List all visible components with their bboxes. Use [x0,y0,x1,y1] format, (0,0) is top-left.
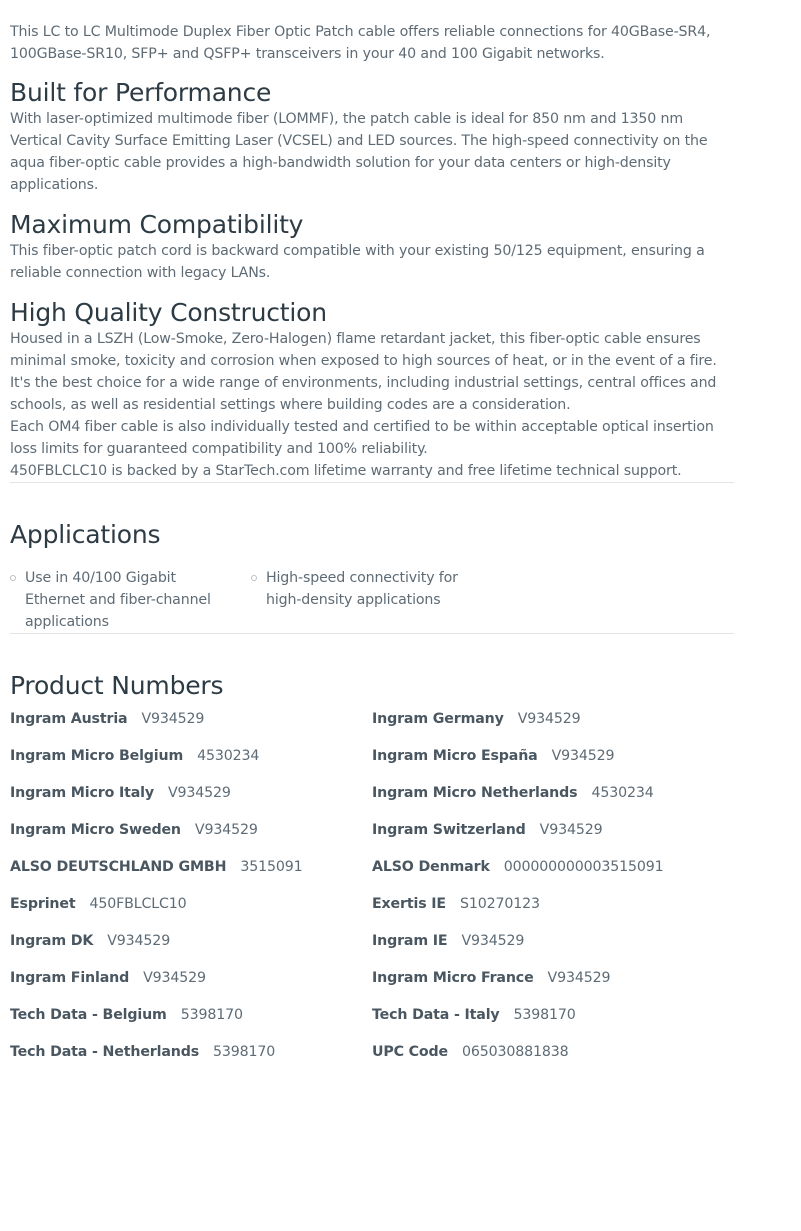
heading-performance: Built for Performance [10,78,272,107]
distributor-label: Ingram Micro Italy [10,785,154,801]
distributor-label: Esprinet [10,896,76,912]
distributor-label: Ingram Austria [10,711,128,727]
product-number-value: V934529 [517,711,581,727]
intro-paragraph: This LC to LC Multimode Duplex Fiber Optic Patch cable offers reliable connections for 40GBase-SR4, 100GBase-SR10, SFP+ and QSFP+ transceivers in your 40 and 100 Gigabit networks. [10,24,711,62]
distributor-label: Exertis IE [372,896,446,912]
product-number-value: 4530234 [197,748,260,764]
warranty-paragraph: 450FBLCLC10 is backed by a StarTech.com lifetime warranty and free lifetime technical support. [10,463,682,479]
applications-list [10,567,734,633]
product-number-value: V934529 [551,748,615,764]
product-number-value: V934529 [461,933,525,949]
product-number-value: 5398170 [513,1007,576,1023]
product-number-item [10,967,372,1004]
performance-paragraph: With laser-optimized multimode fiber (LOMMF), the patch cable is ideal for 850 nm and 1350 nm Vertical Cavity Surface Emitting Laser (VCSEL) and LED sources. The high-speed connectivity on the aqua fiber-optic cable provides a high-bandwidth solution for your data centers or high-density applications. [10,111,708,193]
product-number-item [372,893,734,930]
product-number-value: 5398170 [180,1007,243,1023]
product-number-value: V934529 [194,822,258,838]
product-number-item [372,967,734,1004]
circle-bullet-icon [251,575,257,581]
product-number-value: V934529 [143,970,206,986]
divider [10,482,734,483]
product-number-item [372,819,734,856]
distributor-label: ALSO Denmark [372,859,490,875]
application-text: Use in 40/100 Gigabit Ethernet and fiber-channel applications [25,570,211,630]
distributor-label: Ingram Micro España [372,748,538,764]
product-number-item [10,745,372,782]
distributor-label: Tech Data - Netherlands [10,1044,200,1060]
product-number-item [10,782,372,819]
product-description [10,0,734,1078]
product-numbers-grid [10,708,734,1078]
application-text: High-speed connectivity for high-density applications [266,570,458,608]
product-number-value: V934529 [141,711,205,727]
distributor-label: Ingram DK [10,933,94,949]
product-number-value: 065030881838 [462,1044,569,1060]
circle-bullet-icon [10,575,16,581]
product-number-item [10,708,372,745]
product-number-value: 5398170 [213,1044,276,1060]
product-number-item [10,1004,372,1041]
heading-compatibility: Maximum Compatibility [10,210,304,239]
distributor-label: ALSO DEUTSCHLAND GMBH [10,859,227,875]
quality-paragraph: Housed in a LSZH (Low-Smoke, Zero-Halogen) flame retardant jacket, this fiber-optic cable ensures minimal smoke, toxicity and corrosion when exposed to high sources of heat, or in the event of a fire. It's the best choice for a wide range of environments, including industrial settings, central offices and schools, as well as residential settings where building codes are a consideration. [10,331,717,413]
heading-applications: Applications [10,520,161,549]
heading-product-numbers: Product Numbers [10,671,224,700]
product-number-value: V934529 [547,970,611,986]
list-item [10,567,231,633]
product-number-item [372,745,734,782]
distributor-label: Ingram Finland [10,970,130,986]
heading-quality: High Quality Construction [10,298,327,327]
distributor-label: Ingram Switzerland [372,822,526,838]
product-number-item [372,1004,734,1041]
product-number-item [10,856,372,893]
product-number-item [10,893,372,930]
product-number-item [10,930,372,967]
product-number-value: S10270123 [459,896,540,912]
product-number-item [372,930,734,967]
product-number-item [10,819,372,856]
product-number-value: V934529 [167,785,231,801]
product-number-value: V934529 [107,933,171,949]
distributor-label: Ingram IE [372,933,448,949]
product-number-value: 3515091 [240,859,303,875]
distributor-label: UPC Code [372,1044,449,1060]
product-number-value: 000000000003515091 [503,859,664,875]
product-number-value: 4530234 [591,785,654,801]
product-number-item [10,1041,372,1078]
list-item [251,567,472,633]
product-number-value: V934529 [539,822,603,838]
distributor-label: Ingram Micro Sweden [10,822,181,838]
product-number-value: 450FBLCLC10 [89,896,187,912]
distributor-label: Ingram Micro Belgium [10,748,184,764]
distributor-label: Ingram Micro Netherlands [372,785,578,801]
compatibility-paragraph: This fiber-optic patch cord is backward compatible with your existing 50/125 equipment, ensuring a reliable connection with legacy LANs. [10,243,705,281]
product-number-item [372,708,734,745]
distributor-label: Tech Data - Italy [372,1007,500,1023]
distributor-label: Ingram Germany [372,711,504,727]
distributor-label: Ingram Micro France [372,970,534,986]
product-number-item [372,856,734,893]
divider [10,633,734,634]
distributor-label: Tech Data - Belgium [10,1007,167,1023]
om4-paragraph: Each OM4 fiber cable is also individually tested and certified to be within acceptable optical insertion loss limits for guaranteed compatibility and 100% reliability. [10,419,714,457]
product-number-item [372,1041,734,1078]
product-number-item [372,782,734,819]
